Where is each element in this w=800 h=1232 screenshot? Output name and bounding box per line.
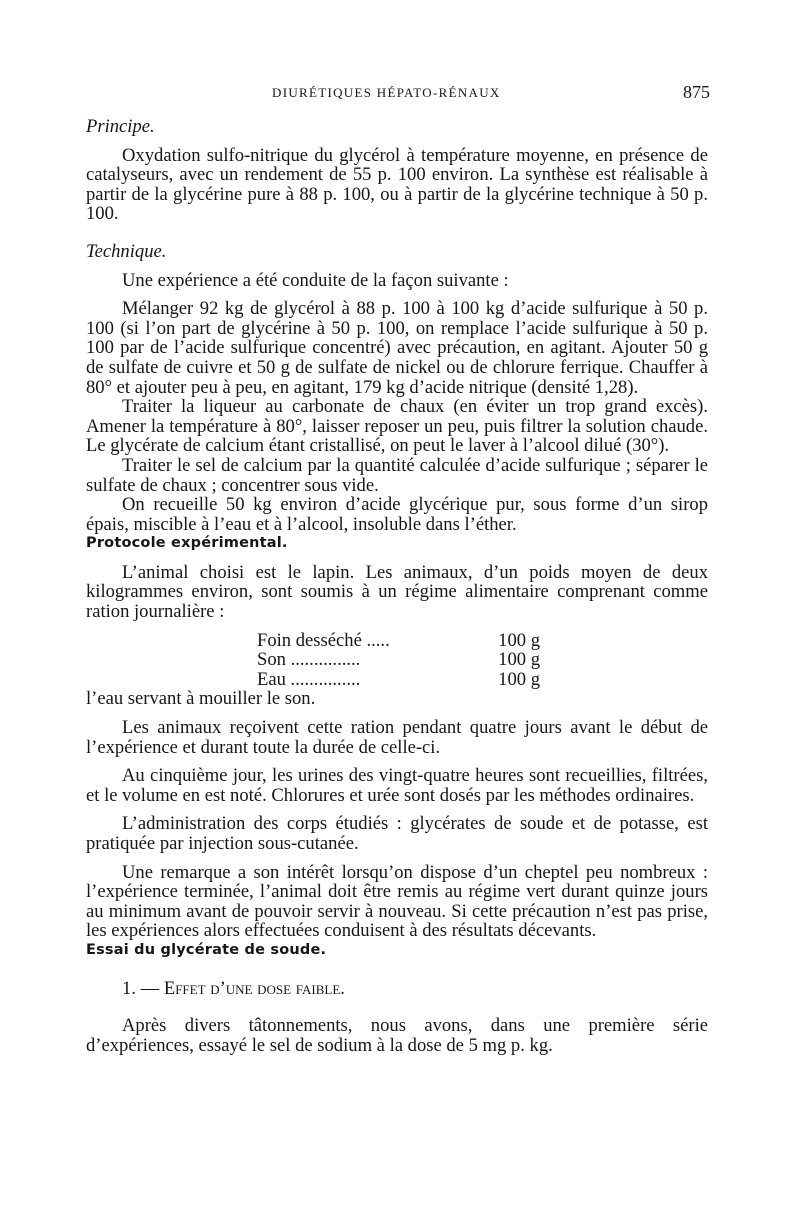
paragraph-protocole-1: Les animaux reçoivent cette ration pendant quatre jours avant le début de l’expérience et durant toute la durée de celle-ci.	[86, 717, 708, 758]
ration-value: 100 g	[498, 668, 540, 690]
section-title-principe: Principe.	[86, 116, 155, 137]
paragraph-principe: Oxydation sulfo-nitrique du glycérol à température moyenne, en présence de catalyseurs, avec un rendement de 55 p. 100 environ. La synthèse est réalisable à partir de la glycérine pure à 88 p. 100, ou à partir de la glycérine technique à 50 p. 100.	[86, 144, 708, 225]
ration-row	[257, 631, 540, 651]
running-title: DIURÉTIQUES HÉPATO-RÉNAUX	[272, 85, 501, 100]
ration-label: Foin desséché .....	[257, 629, 390, 651]
paragraph-technique-1: Une expérience a été conduite de la façon suivante :	[122, 269, 509, 291]
ration-label: Son ...............	[257, 649, 361, 671]
paragraph-after-ration: l’eau servant à mouiller le son.	[86, 688, 316, 710]
page-header	[86, 82, 710, 106]
paragraph-technique-4: Traiter le sel de calcium par la quantité calculée d’acide sulfurique ; séparer le sulfate de chaux ; concentrer sous vide.	[86, 454, 708, 496]
paragraph-technique-3: Traiter la liqueur au carbonate de chaux (en éviter un trop grand excès). Amener la température à 80°, laisser reposer un peu, puis filtrer la solution chaude. Le glycérate de calcium étant cristallisé, on peut le laver à l’alcool dilué (30°).	[86, 396, 708, 457]
subsection-number: 1. —	[122, 977, 160, 999]
page-body	[86, 117, 708, 1055]
ration-row	[257, 650, 540, 670]
paragraph-essai: Après divers tâtonnements, nous avons, dans une première série d’expériences, essayé le sel de sodium à la dose de 5 mg p. kg.	[86, 1015, 708, 1056]
section-title-technique: Technique.	[86, 240, 167, 262]
paragraph-protocole-2: Au cinquième jour, les urines des vingt-quatre heures sont recueillies, filtrées, et le volume en est noté. Chlorures et urée sont dosés par les méthodes ordinaires.	[86, 765, 708, 806]
paragraph-protocole-intro: L’animal choisi est le lapin. Les animaux, d’un poids moyen de deux kilogrammes environ, sont soumis à un régime alimentaire comprenant comme ration journalière :	[86, 561, 708, 623]
section-title-protocole: Protocole expérimental.	[86, 535, 288, 552]
subsection-title: Effet d’une dose faible.	[163, 977, 345, 999]
ration-value: 100 g	[498, 649, 540, 671]
paragraph-technique-2: Mélanger 92 kg de glycérol à 88 p. 100 à 100 kg d’acide sulfurique à 50 p. 100 (si l’on part de glycérine à 50 p. 100, on remplace l’acide sulfurique à 50 p. 100 par de l’acide sulfurique concentré) avec précaution, en agitant. Ajouter 50 g de sulfate de cuivre et 50 g de sulfate de nickel ou de chlorure ferrique. Chauffer à 80° et ajouter peu à peu, en agitant, 179 kg d’acide nitrique (densité 1,28).	[86, 298, 708, 398]
paragraph-protocole-4: Une remarque a son intérêt lorsqu’on dispose d’un cheptel peu nombreux : l’expérience terminée, l’animal doit être remis au régime vert durant quinze jours au minimum avant de pouvoir servir à nouveau. Si cette précaution n’est pas prise, les expériences alors effectuées conduisent à des résultats décevants.	[86, 861, 708, 942]
paragraph-technique-5: On recueille 50 kg environ d’acide glycérique pur, sous forme d’un sirop épais, miscible à l’eau et à l’alcool, insoluble dans l’éther.	[86, 494, 708, 535]
subsection-heading	[86, 979, 708, 999]
ration-value: 100 g	[498, 629, 540, 651]
section-title-essai: Essai du glycérate de soude.	[86, 941, 327, 958]
ration-table	[257, 631, 540, 690]
ration-row	[257, 670, 540, 690]
ration-label: Eau ...............	[257, 668, 361, 690]
paragraph-protocole-3: L’administration des corps étudiés : glycérates de soude et de potasse, est pratiquée par injection sous-cutanée.	[86, 813, 708, 854]
page-number: 875	[683, 82, 710, 102]
